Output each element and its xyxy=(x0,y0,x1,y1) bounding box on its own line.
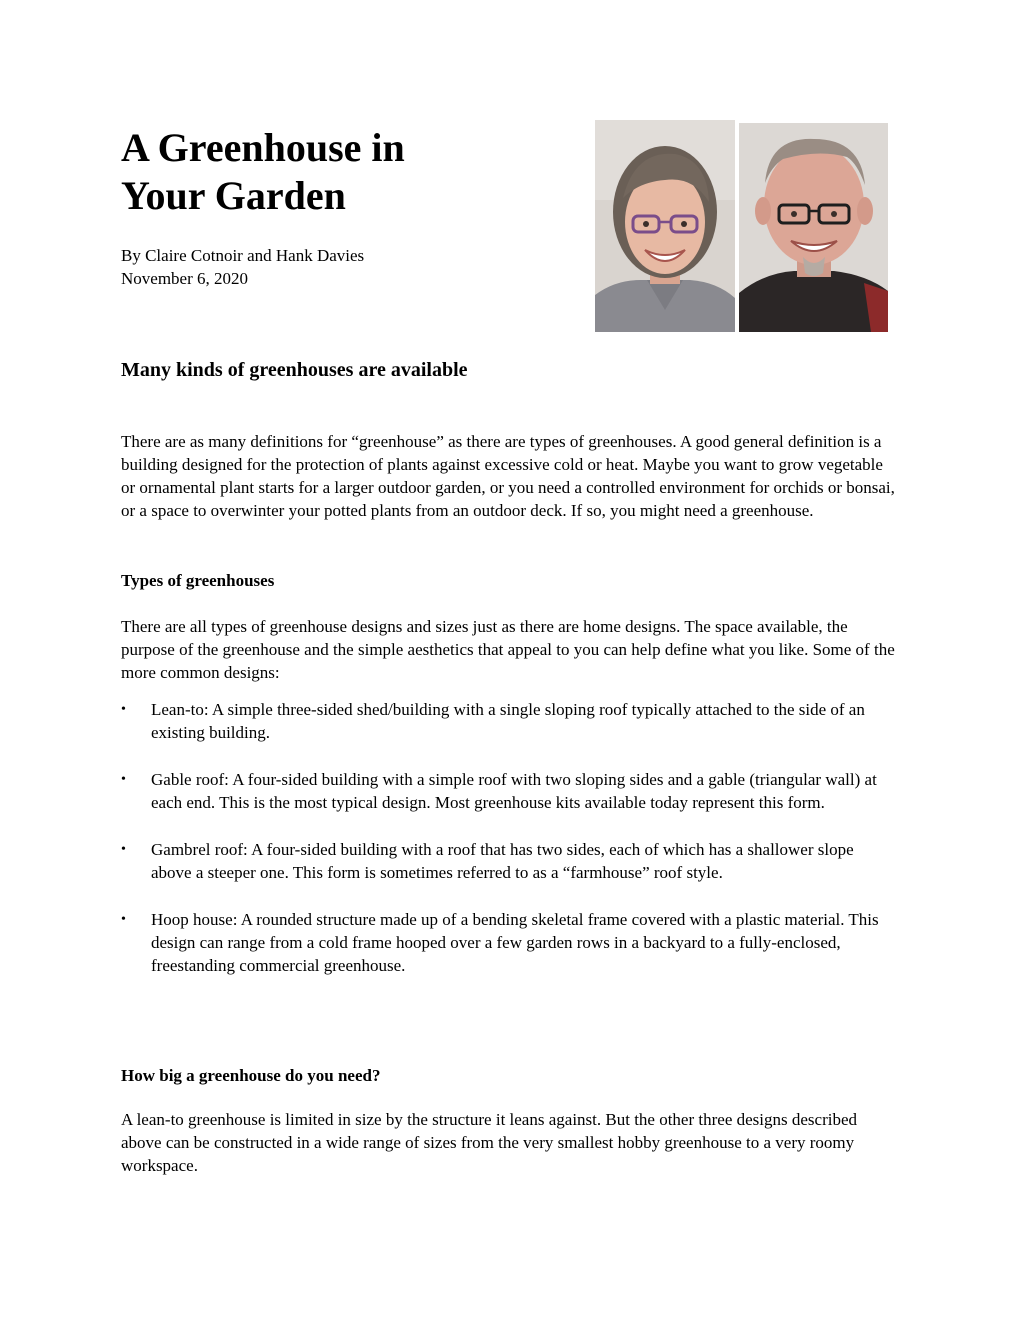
byline-block xyxy=(121,244,364,290)
list-item xyxy=(121,768,896,814)
list-item-text: Hoop house: A rounded structure made up of a bending skeletal frame covered with a plastic material. This design can range from a cold frame hooped over a few garden rows in a backyard to a fully-enclosed, freestanding commercial greenhouse. xyxy=(151,910,879,975)
title-line-2: Your Garden xyxy=(121,173,346,218)
article-title xyxy=(121,124,561,220)
publish-date: November 6, 2020 xyxy=(121,269,249,288)
types-paragraph: There are all types of greenhouse designs and sizes just as there are home designs. The space available, the purpose of the greenhouse and the simple aesthetics that appeal to you can help define what you like. Some of the more common designs: xyxy=(121,617,895,682)
list-item xyxy=(121,838,896,884)
list-item xyxy=(121,908,896,977)
types-heading: Types of greenhouses xyxy=(121,571,275,590)
man-portrait-image xyxy=(739,123,888,332)
bullet-icon: • xyxy=(121,842,126,857)
bullet-icon: • xyxy=(121,702,126,717)
bullet-icon: • xyxy=(121,912,126,927)
author-photo-claire xyxy=(595,120,735,332)
list-item-text: Gambrel roof: A four-sided building with a roof that has two sides, each of which has a shallower slope above a steeper one. This form is sometimes referred to as a “farmhouse” roof style. xyxy=(151,840,854,882)
author-byline: By Claire Cotnoir and Hank Davies xyxy=(121,246,365,265)
title-line-1: A Greenhouse in xyxy=(121,125,405,170)
size-paragraph: A lean-to greenhouse is limited in size by the structure it leans against. But the other three designs described above can be constructed in a wide range of sizes from the very smallest hobby greenhouse to a very roomy workspace. xyxy=(121,1110,857,1175)
list-item xyxy=(121,698,896,744)
bullet-icon: • xyxy=(121,772,126,787)
section-heading: Many kinds of greenhouses are available xyxy=(121,359,468,381)
list-item-text: Lean-to: A simple three-sided shed/building with a single sloping roof typically attached to the side of an existing building. xyxy=(151,700,865,742)
woman-portrait-image xyxy=(595,120,735,332)
author-photo-hank xyxy=(739,123,888,332)
list-item-text: Gable roof: A four-sided building with a simple roof with two sloping sides and a gable (triangular wall) at each end. This is the most typical design. Most greenhouse kits available today represent this form. xyxy=(151,770,877,812)
size-heading: How big a greenhouse do you need? xyxy=(121,1066,381,1085)
greenhouse-types-list xyxy=(121,698,896,1001)
intro-paragraph: There are as many definitions for “greenhouse” as there are types of greenhouses. A good general definition is a building designed for the protection of plants against excessive cold or heat. Maybe you want to grow vegetable or ornamental plant starts for a larger outdoor garden, or you need a controlled environment for orchids or bonsai, or a space to overwinter your potted plants from an outdoor deck. If so, you might need a greenhouse. xyxy=(121,432,895,520)
